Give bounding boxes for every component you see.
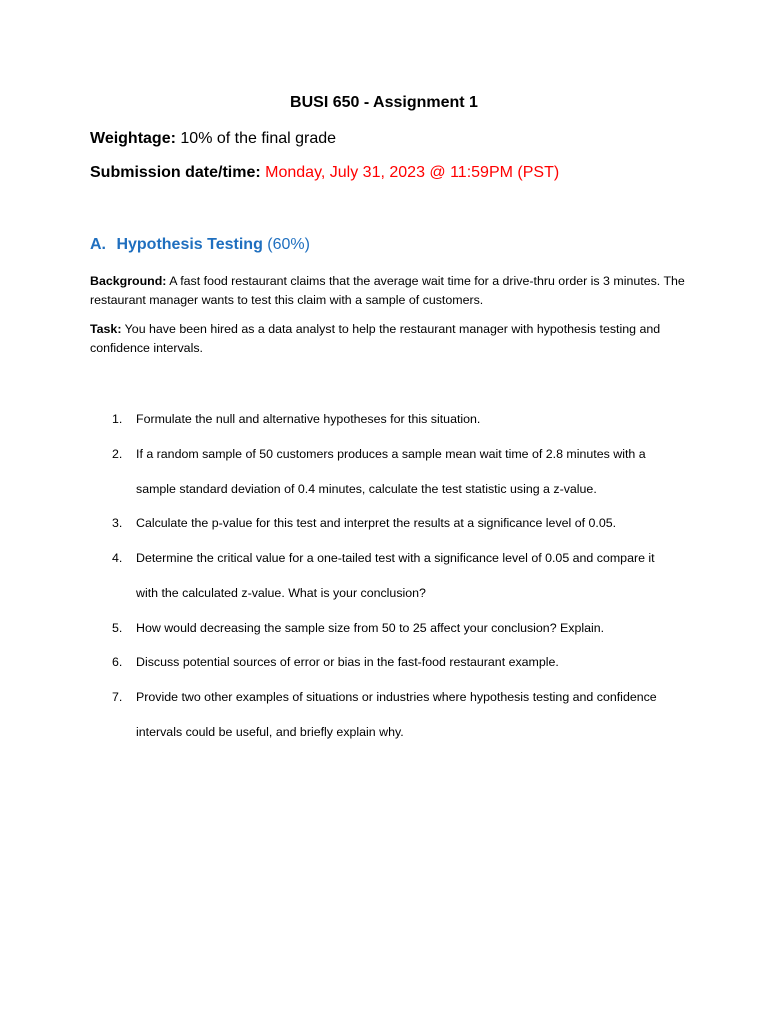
question-text-continued: sample standard deviation of 0.4 minutes, calculate the test statistic using a z-value. [136, 482, 597, 496]
question-number: 4. [112, 551, 123, 565]
question-number: 3. [112, 516, 123, 530]
weightage-line [90, 130, 336, 148]
weightage-label: Weightage: [90, 130, 176, 147]
question-number: 2. [112, 447, 123, 461]
question-text: Provide two other examples of situations or industries where hypothesis testing and confidence [136, 690, 657, 704]
weightage-value: 10% of the final grade [180, 130, 337, 147]
question-text-continued: intervals could be useful, and briefly explain why. [136, 725, 404, 739]
page-title: BUSI 650 - Assignment 1 [290, 94, 478, 111]
question-text: Determine the critical value for a one-tailed test with a significance level of 0.05 and compare it [136, 551, 655, 565]
task-label: Task: [90, 322, 122, 336]
question-number: 5. [112, 621, 123, 635]
background-label: Background: [90, 274, 167, 288]
question-text: How would decreasing the sample size from 50 to 25 affect your conclusion? Explain. [136, 621, 605, 635]
section-percent: (60%) [267, 236, 310, 253]
background-paragraph [90, 272, 690, 310]
question-number: 6. [112, 655, 123, 669]
question-text: If a random sample of 50 customers produces a sample mean wait time of 2.8 minutes with a [136, 447, 646, 461]
section-title: Hypothesis Testing [116, 236, 263, 253]
question-text: Discuss potential sources of error or bias in the fast-food restaurant example. [136, 655, 559, 669]
submission-label: Submission date/time: [90, 164, 261, 181]
question-text-continued: with the calculated z-value. What is your conclusion? [136, 586, 426, 600]
task-text: You have been hired as a data analyst to help the restaurant manager with hypothesis testing and confidence intervals. [90, 322, 661, 355]
background-text: A fast food restaurant claims that the average wait time for a drive-thru order is 3 minutes. The restaurant manager wants to test this claim with a sample of customers. [90, 274, 685, 307]
submission-deadline: Monday, July 31, 2023 @ 11:59PM (PST) [265, 164, 560, 181]
question-number: 7. [112, 690, 123, 704]
task-paragraph [90, 320, 690, 358]
question-text: Formulate the null and alternative hypotheses for this situation. [136, 412, 481, 426]
section-number: A. [90, 236, 106, 253]
submission-line [90, 164, 559, 182]
question-number: 1. [112, 412, 123, 426]
question-text: Calculate the p-value for this test and interpret the results at a significance level of 0.05. [136, 516, 617, 530]
section-heading [90, 236, 310, 254]
